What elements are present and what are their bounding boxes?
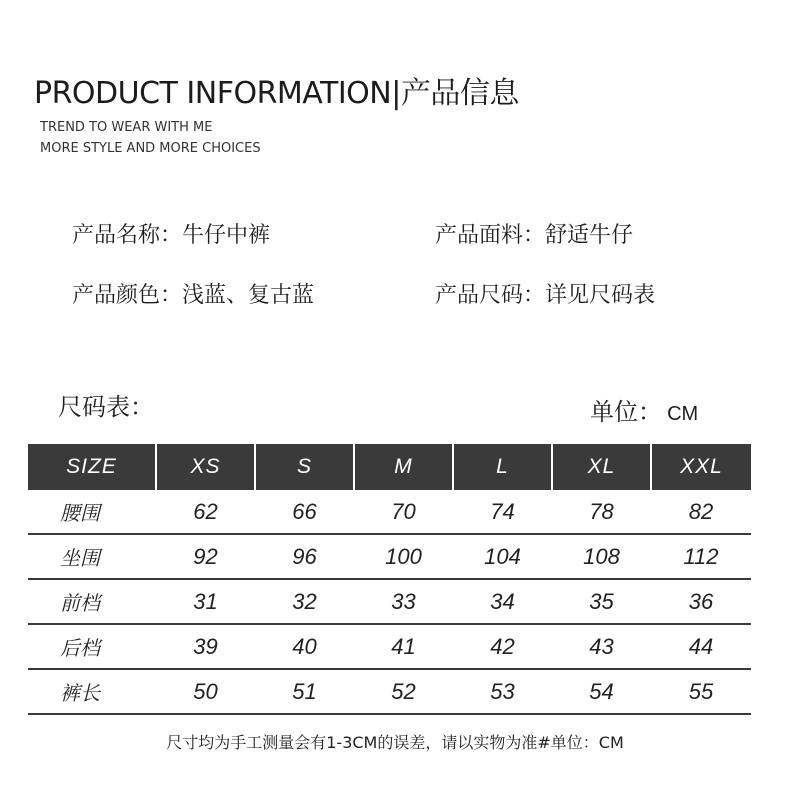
row-label: 裤长 xyxy=(28,669,156,714)
table-cell: 35 xyxy=(552,579,651,624)
table-cell: 34 xyxy=(453,579,552,624)
table-cell: 39 xyxy=(156,624,255,669)
table-row-back-rise xyxy=(28,624,751,669)
table-cell: 78 xyxy=(552,490,651,534)
table-cell: 53 xyxy=(453,669,552,714)
row-label: 前档 xyxy=(28,579,156,624)
table-cell: 31 xyxy=(156,579,255,624)
size-chart-title: 尺码表： xyxy=(58,393,154,421)
table-cell: 100 xyxy=(354,534,453,579)
product-name: 产品名称：牛仔中裤 xyxy=(72,223,271,248)
table-cell: 66 xyxy=(255,490,354,534)
table-cell: 108 xyxy=(552,534,651,579)
table-cell: 62 xyxy=(156,490,255,534)
page-title: PRODUCT INFORMATION|产品信息 xyxy=(34,76,519,111)
header-xs: XS xyxy=(156,444,255,490)
product-fabric: 产品面料：舒适牛仔 xyxy=(435,223,634,248)
header-l: L xyxy=(453,444,552,490)
table-cell: 33 xyxy=(354,579,453,624)
table-row-length xyxy=(28,669,751,714)
header-xl: XL xyxy=(552,444,651,490)
table-cell: 70 xyxy=(354,490,453,534)
header-m: M xyxy=(354,444,453,490)
table-cell: 44 xyxy=(651,624,751,669)
table-cell: 41 xyxy=(354,624,453,669)
table-cell: 51 xyxy=(255,669,354,714)
table-cell: 104 xyxy=(453,534,552,579)
row-label: 腰围 xyxy=(28,490,156,534)
product-size: 产品尺码：详见尺码表 xyxy=(435,283,656,308)
table-cell: 96 xyxy=(255,534,354,579)
table-cell: 74 xyxy=(453,490,552,534)
table-row-hip xyxy=(28,534,751,579)
table-cell: 43 xyxy=(552,624,651,669)
size-header-row xyxy=(28,444,751,490)
size-table xyxy=(28,444,751,715)
unit-value: CM xyxy=(667,403,699,425)
table-cell: 52 xyxy=(354,669,453,714)
table-cell: 54 xyxy=(552,669,651,714)
row-label: 坐围 xyxy=(28,534,156,579)
table-cell: 55 xyxy=(651,669,751,714)
table-cell: 92 xyxy=(156,534,255,579)
tagline-line-2: MORE STYLE AND MORE CHOICES xyxy=(40,141,261,156)
header-size: SIZE xyxy=(28,444,156,490)
table-cell: 112 xyxy=(651,534,751,579)
tagline-line-1: TREND TO WEAR WITH ME xyxy=(40,120,213,135)
header-s: S xyxy=(255,444,354,490)
unit-indicator xyxy=(590,392,698,427)
header-xxl: XXL xyxy=(651,444,751,490)
measurement-note: 尺寸均为手工测量会有1-3CM的误差，请以实物为准#单位：CM xyxy=(166,733,624,752)
table-cell: 32 xyxy=(255,579,354,624)
table-cell: 42 xyxy=(453,624,552,669)
table-cell: 40 xyxy=(255,624,354,669)
table-row-front-rise xyxy=(28,579,751,624)
unit-label: 单位： xyxy=(590,398,662,426)
product-color: 产品颜色：浅蓝、复古蓝 xyxy=(72,283,315,308)
table-cell: 36 xyxy=(651,579,751,624)
table-cell: 82 xyxy=(651,490,751,534)
table-cell: 50 xyxy=(156,669,255,714)
table-row-waist xyxy=(28,490,751,534)
row-label: 后档 xyxy=(28,624,156,669)
